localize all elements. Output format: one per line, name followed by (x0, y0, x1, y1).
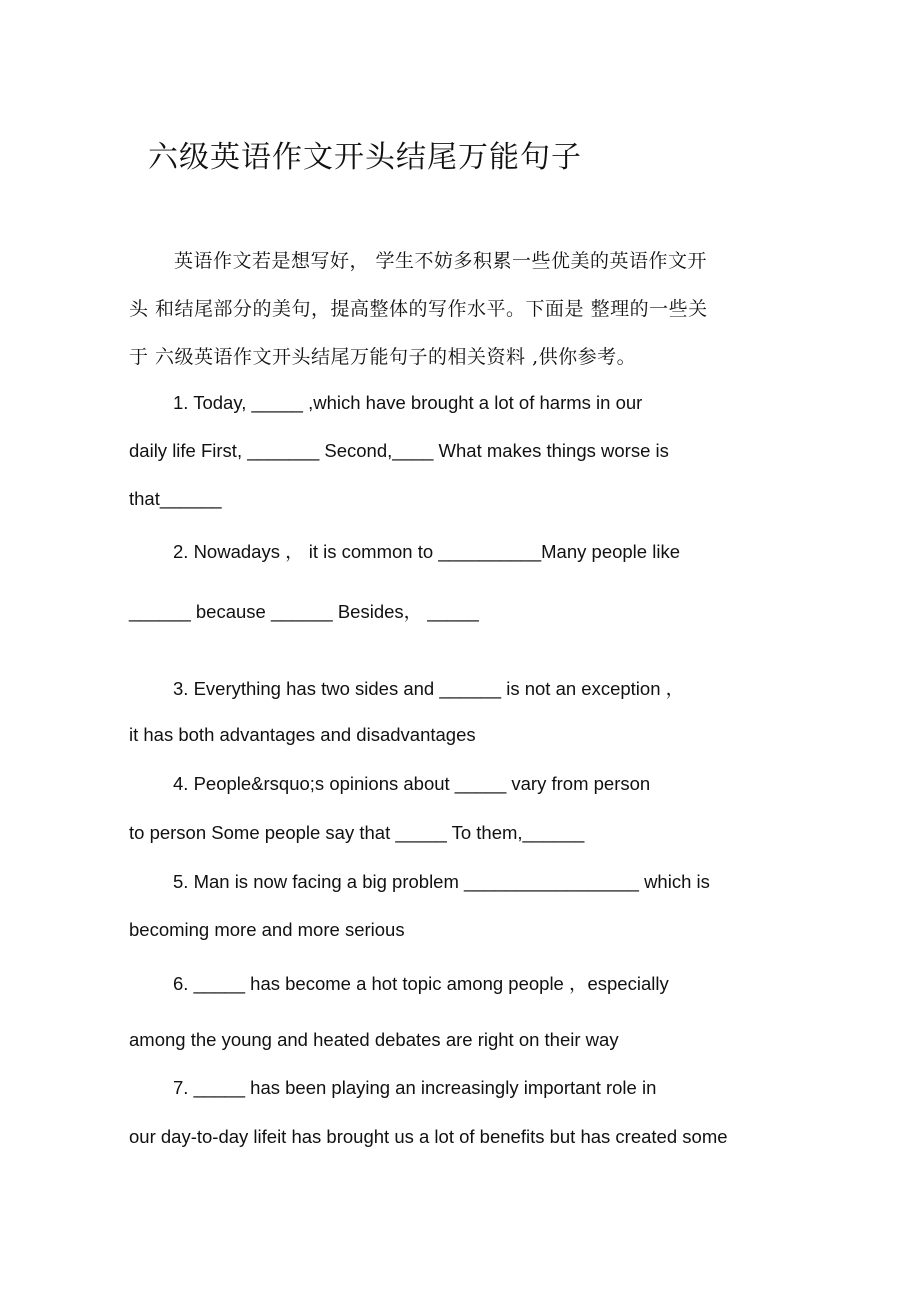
item-2-line-1: 2. Nowadays ， it is common to __________Many people like (173, 541, 680, 562)
item-7-line-1: 7. _____ has been playing an increasingly important role in (173, 1077, 657, 1098)
document-title: 六级英语作文开头结尾万能句子 (148, 140, 582, 175)
intro-line-2: 头 和结尾部分的美句，提高整体的写作水平。下面是 整理的一些关 (129, 298, 708, 320)
item-1-line-2: daily life First, _______ Second,____ What makes things worse is (129, 440, 669, 461)
item-1-line-1: 1. Today, _____ ,which have brought a lot of harms in our (173, 392, 643, 413)
item-5-line-2: becoming more and more serious (129, 919, 405, 940)
item-5-line-1: 5. Man is now facing a big problem _________________ which is (173, 871, 710, 892)
item-7-line-2: our day-to-day lifeit has brought us a lot of benefits but has created some (129, 1126, 728, 1147)
item-1-line-3: that______ (129, 488, 222, 509)
item-4-line-1: 4. People&rsquo;s opinions about _____ vary from person (173, 773, 651, 794)
item-6-line-1: 6. _____ has become a hot topic among people ，especially (173, 973, 669, 994)
item-2-line-2: ______ because ______ Besides， _____ (129, 601, 479, 622)
intro-line-1: 英语作文若是想写好， 学生不妨多积累一些优美的英语作文开 (174, 250, 708, 272)
item-3-line-1: 3. Everything has two sides and ______ is not an exception ， (173, 678, 685, 699)
item-3-line-2: it has both advantages and disadvantages (129, 724, 476, 745)
intro-line-3: 于 六级英语作文开头结尾万能句子的相关资料 ,供你参考。 (129, 346, 637, 368)
item-4-line-2: to person Some people say that _____ To them,______ (129, 822, 585, 843)
item-6-line-2: among the young and heated debates are right on their way (129, 1029, 619, 1050)
